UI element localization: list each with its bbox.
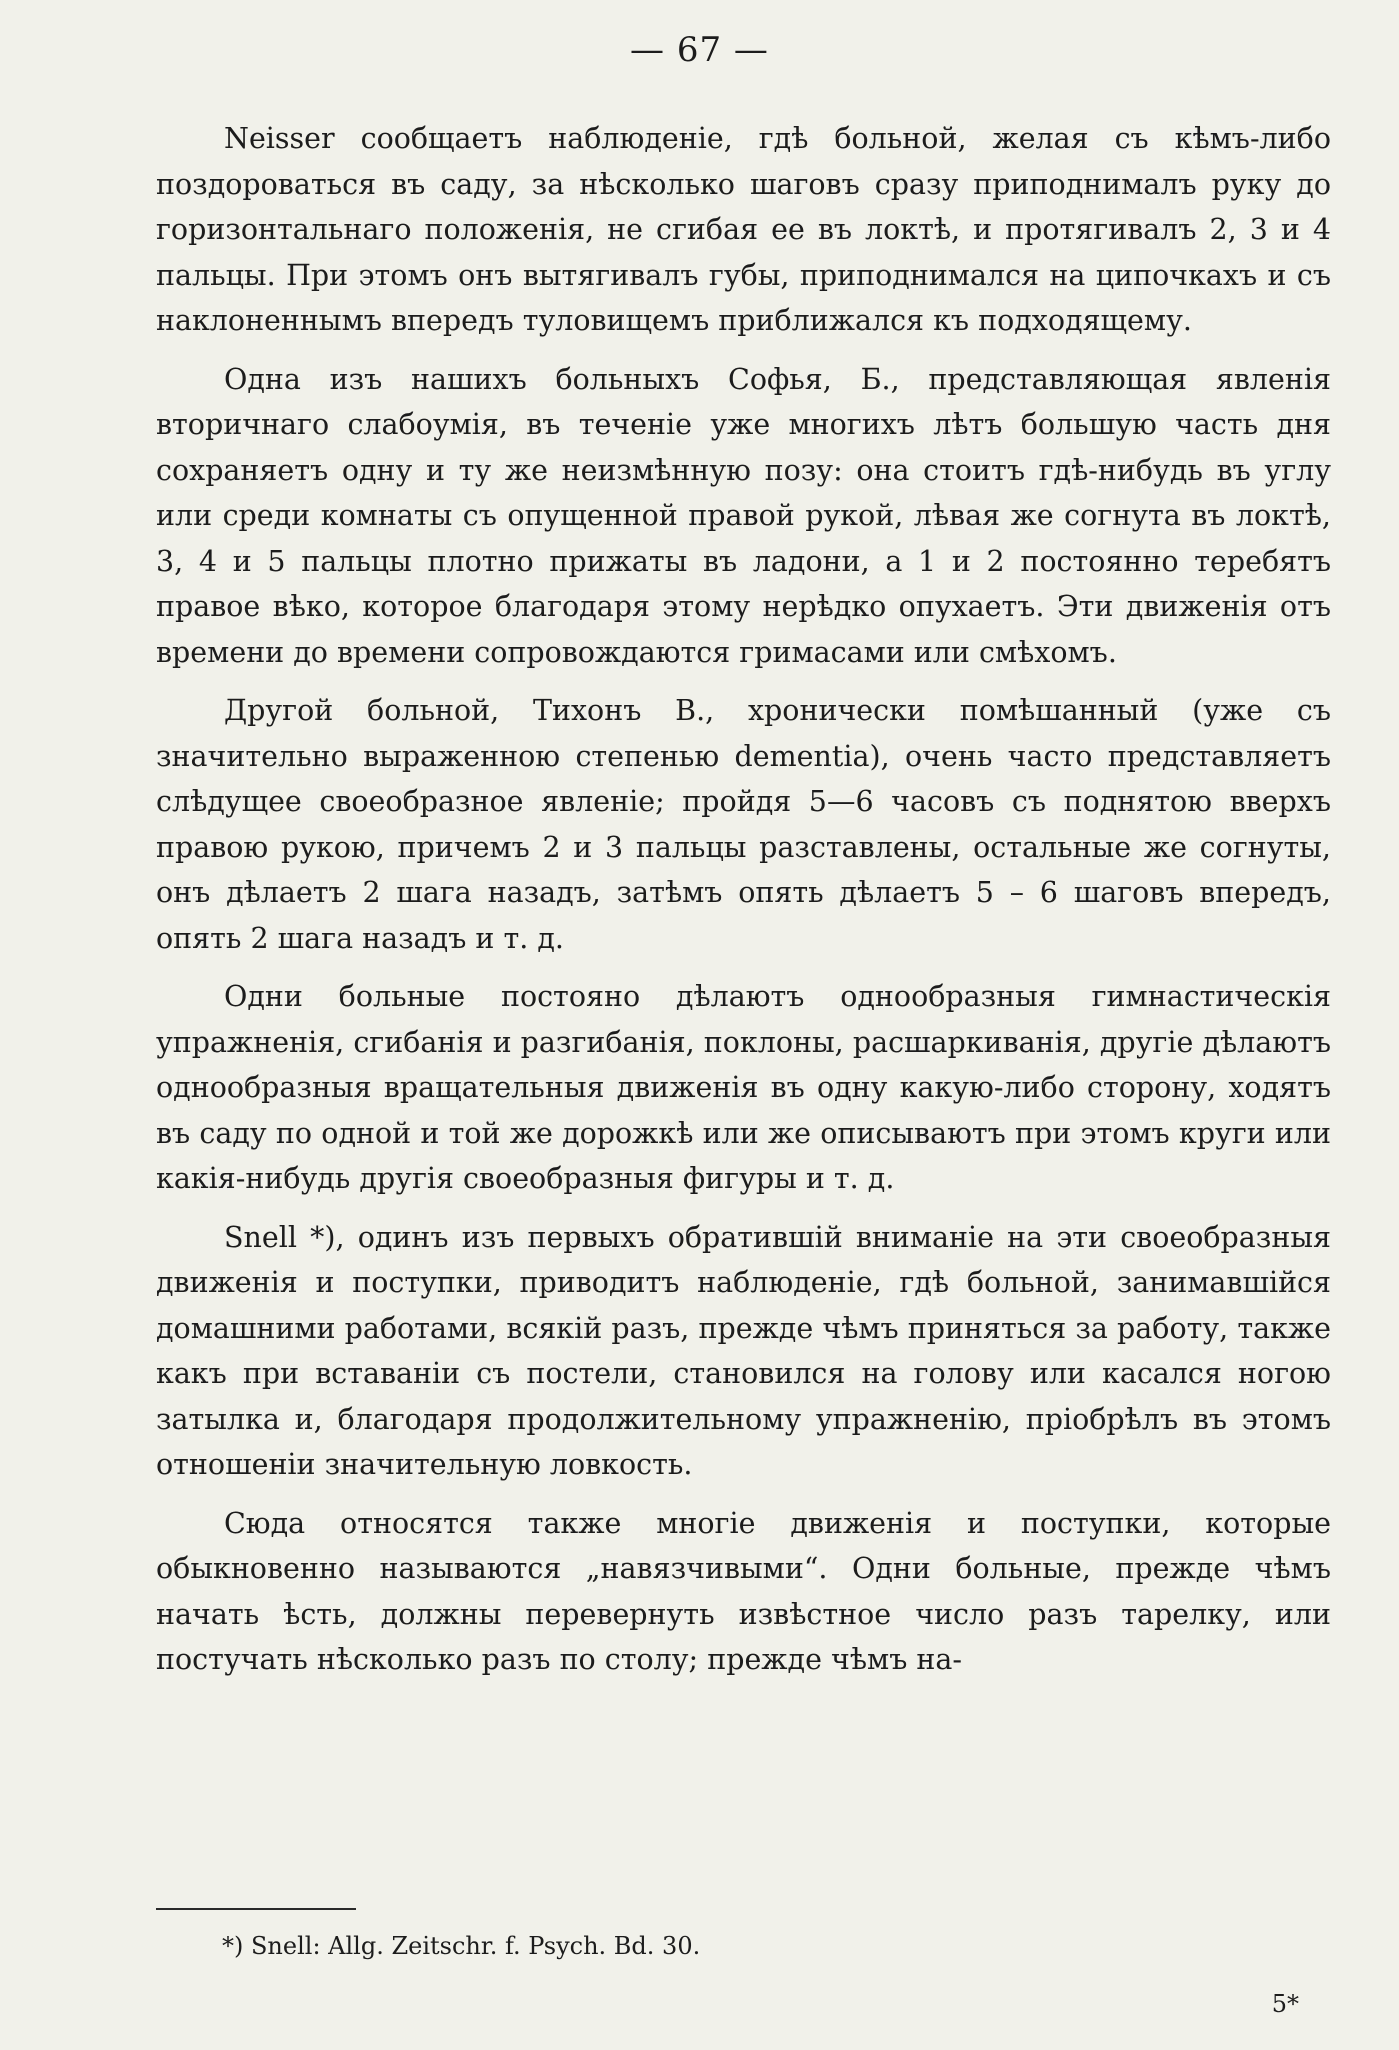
paragraph-neisser: Neisser сообщаетъ наблюденіе, гдѣ больной, желая съ кѣмъ-либо поздороваться въ саду, за нѣсколько шаговъ сразу приподнималъ руку до горизонтальнаго положенія, не сгибая ее въ локтѣ, и протягивалъ 2, 3 и 4 пальцы. При этомъ онъ вытягивалъ губы, приподнимался на ципочкахъ и съ наклоненнымъ впередъ туловищемъ приближался къ подходящему. [156,122,1331,337]
paragraph-gymnastic-movements: Одни больные постояно дѣлаютъ однообразныя гимнастическія упражненія, сгибанія и разгибанія, поклоны, расшаркиванія, другіе дѣлаютъ однообразныя вращательныя движенія въ одну какую-либо сторону, ходятъ въ саду по одной и той же дорожкѣ или же описываютъ при этомъ круги или какія-нибудь другія своеобразныя фигуры и т. д. [156,980,1331,1195]
paragraph-sofia: Одна изъ нашихъ больныхъ Софья, Б., представляющая явленія вторичнаго слабоумія, въ теченіе уже многихъ лѣтъ большую часть дня сохраняетъ одну и ту же неизмѣнную позу: она стоитъ гдѣ-нибудь въ углу или среди комнаты съ опущенной правой рукой, лѣвая же согнута въ локтѣ, 3, 4 и 5 пальцы плотно прижаты въ ладони, а 1 и 2 постоянно теребятъ правое вѣко, которое благодаря этому нерѣдко опухаетъ. Эти движенія отъ времени до времени сопровождаются гримасами или смѣхомъ. [156,362,1331,669]
paragraph-obsessive-acts: Сюда относятся также многіе движенія и поступки, которые обыкновенно называются „навязчивыми“. Одни больные, прежде чѣмъ начать ѣсть, должны перевернуть извѣстное число разъ тарелку, или постучать нѣсколько разъ по столу; прежде чѣмъ на- [156,1506,1331,1676]
footnote-divider [156,1908,356,1910]
paragraph-snell: Snell *), одинъ изъ первыхъ обратившій вниманіе на эти своеобразныя движенія и поступки, приводитъ наблюденіе, гдѣ больной, занимавшійся домашними работами, всякій разъ, прежде чѣмъ приняться за работу, также какъ при вставаніи съ постели, становился на голову или касался ногою затылка и, благодаря продолжительному упражненію, пріобрѣлъ въ этомъ отношеніи значительную ловкость. [156,1220,1331,1481]
footnote: *) Snell: Allg. Zeitschr. f. Psych. Bd. 30. [222,1932,701,1960]
page-number: — 67 — [630,30,769,70]
signature-mark: 5* [1271,1990,1299,2018]
body-text [156,116,1331,1696]
paragraph-tikhon: Другой больной, Тихонъ В., хронически помѣшанный (уже съ значительно выраженною степенью dementia), очень часто представляетъ слѣдущее своеобразное явленіе; пройдя 5—6 часовъ съ поднятою вверхъ правою рукою, причемъ 2 и 3 пальцы разставлены, остальные же согнуты, онъ дѣлаетъ 2 шага назадъ, затѣмъ опять дѣлаетъ 5 – 6 шаговъ впередъ, опять 2 шага назадъ и т. д. [156,694,1331,955]
